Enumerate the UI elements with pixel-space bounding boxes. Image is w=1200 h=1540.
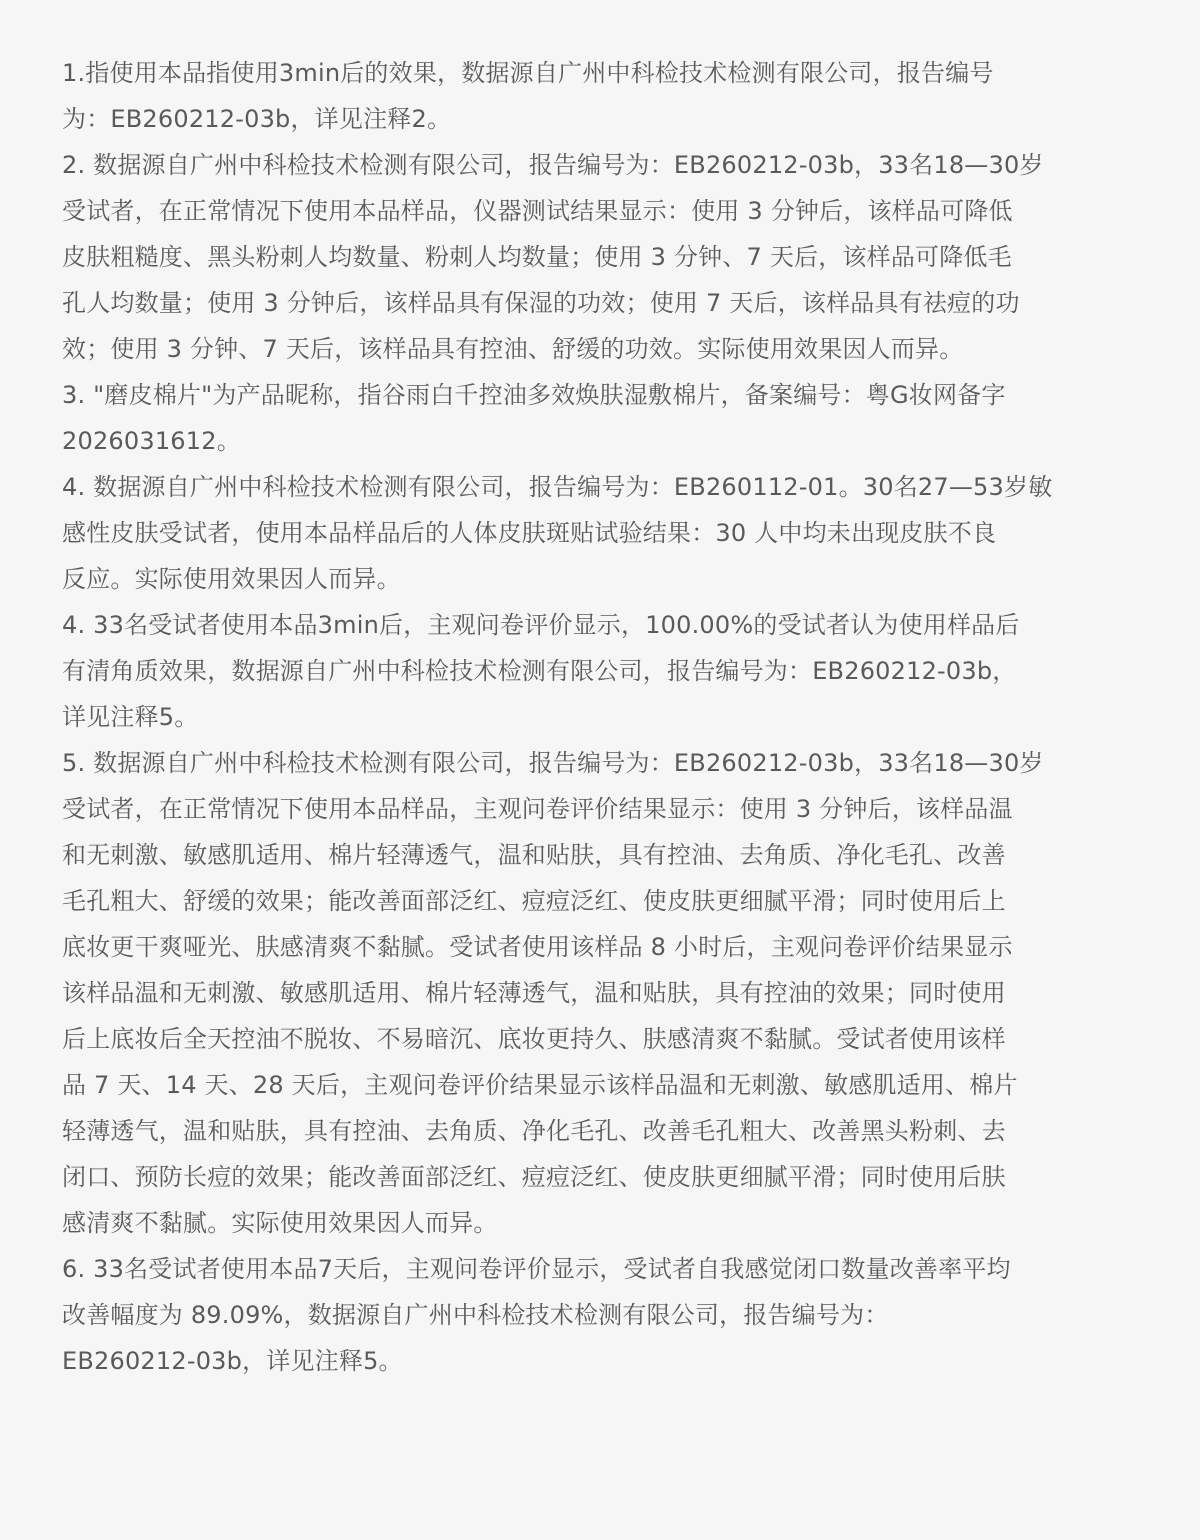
footnote-5 [62,602,1140,740]
footnote-line: 反应。实际使用效果因人而异。 [62,565,401,593]
footnote-1 [62,50,1140,142]
footnote-2 [62,142,1140,372]
footnote-line: 皮肤粗糙度、黑头粉刺人均数量、粉刺人均数量；使用 3 分钟、7 天后，该样品可降低毛 [62,243,1012,271]
footnote-line: 后上底妆后全天控油不脱妆、不易暗沉、底妆更持久、肤感清爽不黏腻。受试者使用该样 [62,1025,1006,1053]
footnote-line: 受试者，在正常情况下使用本品样品，仪器测试结果显示：使用 3 分钟后，该样品可降低 [62,197,1013,225]
footnote-6 [62,740,1140,1246]
footnote-line: 感清爽不黏腻。实际使用效果因人而异。 [62,1209,498,1237]
footnote-line: 4. 数据源自广州中科检技术检测有限公司，报告编号为：EB260112-01。30名27—53岁敏 [62,473,1053,501]
footnote-7 [62,1246,1140,1384]
footnote-line: 4. 33名受试者使用本品3min后，主观问卷评价显示，100.00%的受试者认为使用样品后 [62,611,1020,639]
footnote-line: 该样品温和无刺激、敏感肌适用、棉片轻薄透气，温和贴肤，具有控油的效果；同时使用 [62,979,1006,1007]
footnote-line: 受试者，在正常情况下使用本品样品，主观问卷评价结果显示：使用 3 分钟后，该样品温 [62,795,1013,823]
footnotes-list [62,50,1140,1384]
footnote-line: 毛孔粗大、舒缓的效果；能改善面部泛红、痘痘泛红、使皮肤更细腻平滑；同时使用后上 [62,887,1006,915]
footnote-line: 效；使用 3 分钟、7 天后，该样品具有控油、舒缓的功效。实际使用效果因人而异。 [62,335,964,363]
footnote-line: 品 7 天、14 天、28 天后，主观问卷评价结果显示该样品温和无刺激、敏感肌适用、棉片 [62,1071,1018,1099]
footnote-line: 2026031612。 [62,427,241,455]
footnote-line: 改善幅度为 89.09%，数据源自广州中科检技术检测有限公司，报告编号为： [62,1301,889,1329]
footnote-line: 和无刺激、敏感肌适用、棉片轻薄透气，温和贴肤，具有控油、去角质、净化毛孔、改善 [62,841,1006,869]
footnote-3 [62,372,1140,464]
footnote-line: 闭口、预防长痘的效果；能改善面部泛红、痘痘泛红、使皮肤更细腻平滑；同时使用后肤 [62,1163,1006,1191]
footnote-line: 详见注释5。 [62,703,199,731]
footnote-line: 有清角质效果，数据源自广州中科检技术检测有限公司，报告编号为：EB260212-03b， [62,657,1017,685]
footnote-line: 孔人均数量；使用 3 分钟后，该样品具有保湿的功效；使用 7 天后，该样品具有祛痘的功 [62,289,1020,317]
footnote-line: 底妆更干爽哑光、肤感清爽不黏腻。受试者使用该样品 8 小时后，主观问卷评价结果显示 [62,933,1013,961]
footnote-line: 1.指使用本品指使用3min后的效果，数据源自广州中科检技术检测有限公司，报告编号 [62,59,994,87]
footnote-line: 感性皮肤受试者，使用本品样品后的人体皮肤斑贴试验结果：30 人中均未出现皮肤不良 [62,519,997,547]
footnote-line: 3. "磨皮棉片"为产品昵称，指谷雨白千控油多效焕肤湿敷棉片，备案编号：粤G妆网备字 [62,381,1006,409]
footnote-line: EB260212-03b，详见注释5。 [62,1347,403,1375]
footnote-line: 6. 33名受试者使用本品7天后，主观问卷评价显示，受试者自我感觉闭口数量改善率平均 [62,1255,1011,1283]
footnote-4 [62,464,1140,602]
footnote-line: 5. 数据源自广州中科检技术检测有限公司，报告编号为：EB260212-03b，33名18—30岁 [62,749,1044,777]
footnote-line: 轻薄透气，温和贴肤，具有控油、去角质、净化毛孔、改善毛孔粗大、改善黑头粉刺、去 [62,1117,1006,1145]
footnote-line: 为：EB260212-03b，详见注释2。 [62,105,452,133]
footnote-line: 2. 数据源自广州中科检技术检测有限公司，报告编号为：EB260212-03b，33名18—30岁 [62,151,1044,179]
